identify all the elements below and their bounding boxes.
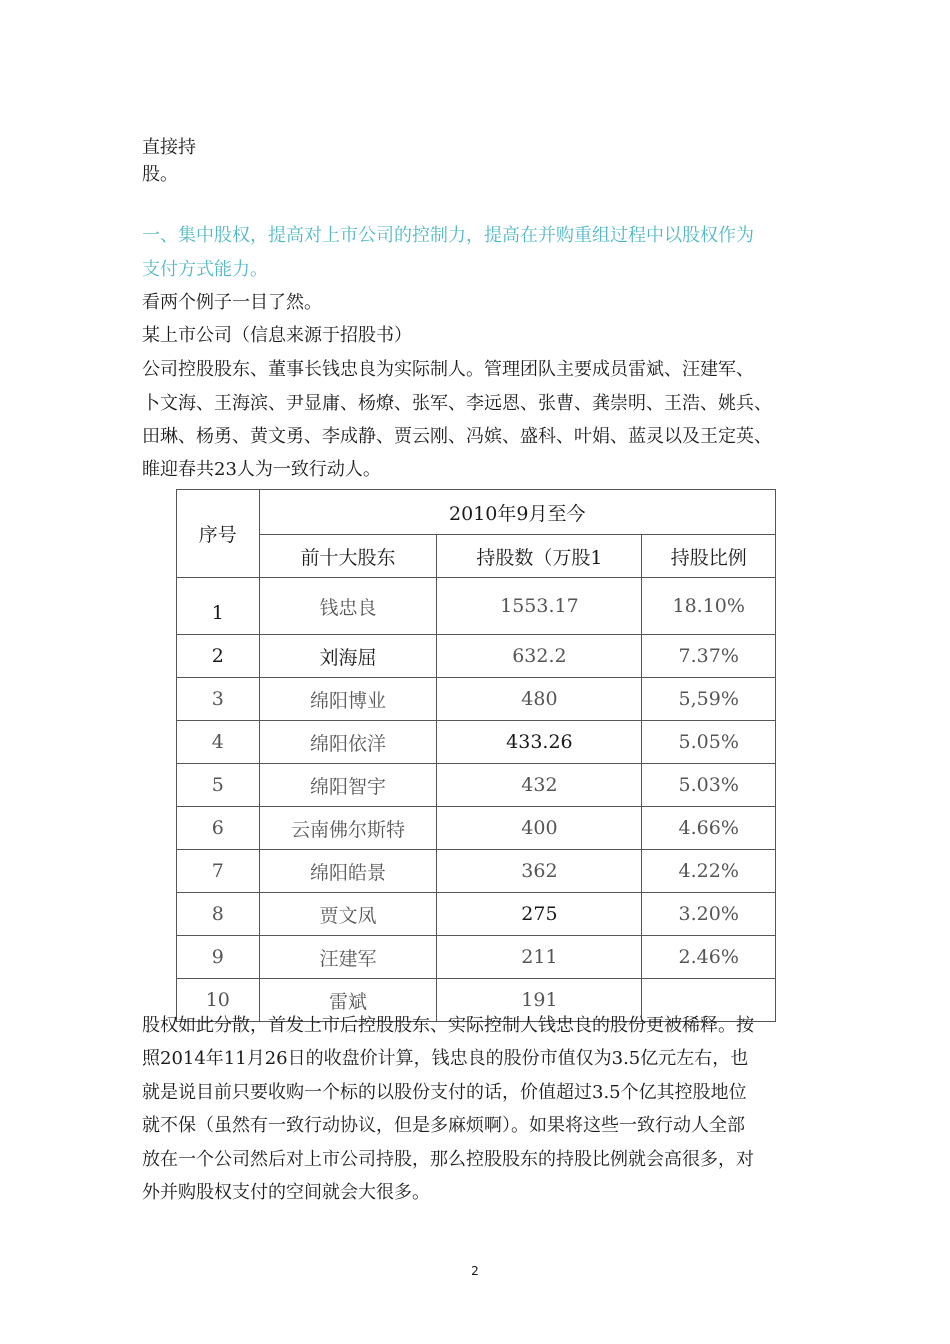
row-index: 1 (177, 578, 260, 635)
closing-line: 放在一个公司然后对上市公司持股，那么控股股东的持股比例就会高很多，对 (142, 1149, 754, 1170)
row-index: 5 (177, 764, 260, 807)
table-subheader-row (177, 535, 776, 578)
row-name: 绵阳皓景 (259, 850, 437, 893)
paragraph-line: 卜文海、王海滨、尹显庸、杨燎、张军、李远恩、张曹、龚崇明、王浩、姚兵、 (142, 393, 772, 414)
paragraph-examples: 看两个例子一目了然。 (142, 292, 322, 313)
intro-line-2: 股。 (142, 164, 178, 185)
row-index: 6 (177, 807, 260, 850)
table-row (177, 850, 776, 893)
row-shares: 275 (437, 893, 642, 936)
closing-line: 就不保（虽然有一致行动协议，但是多麻烦啊）。如果将这些一致行动人全部 (142, 1115, 745, 1136)
header-index: 序号 (177, 490, 260, 578)
row-shares: 433.26 (437, 721, 642, 764)
header-ratio: 持股比例 (642, 535, 776, 578)
header-shares: 持股数（万股1 (437, 535, 642, 578)
row-name: 刘海屈 (259, 635, 437, 678)
table-row (177, 578, 776, 635)
row-ratio: 7.37% (642, 635, 776, 678)
row-index: 4 (177, 721, 260, 764)
row-shares: 1553.17 (437, 578, 642, 635)
row-name: 汪建军 (259, 936, 437, 979)
row-index: 9 (177, 936, 260, 979)
row-name: 贾文凤 (259, 893, 437, 936)
table-row (177, 635, 776, 678)
row-shares: 432 (437, 764, 642, 807)
intro-line-1: 直接持 (142, 137, 196, 158)
table-row (177, 936, 776, 979)
row-ratio: 2.46% (642, 936, 776, 979)
paragraph-line: 公司控股股东、董事长钱忠良为实际制人。管理团队主要成员雷斌、汪建军、 (142, 359, 754, 380)
page-number: 2 (471, 1264, 479, 1278)
table-row (177, 678, 776, 721)
row-ratio: 4.66% (642, 807, 776, 850)
table-row (177, 721, 776, 764)
row-shares: 191 (437, 979, 642, 1022)
closing-line: 照2014年11月26日的收盘价计算，钱忠良的股份市值仅为3.5亿元左右，也 (142, 1048, 749, 1069)
header-period: 2010年9月至今 (259, 490, 775, 535)
table-row (177, 893, 776, 936)
closing-line: 就是说目前只要收购一个标的以股份支付的话，价值超过3.5个亿其控股地位 (142, 1082, 747, 1103)
row-name: 钱忠良 (259, 578, 437, 635)
row-ratio: 5,59% (642, 678, 776, 721)
paragraph-line: 睢迎春共23人为一致行动人。 (142, 459, 381, 480)
row-index: 8 (177, 893, 260, 936)
row-shares: 211 (437, 936, 642, 979)
row-name: 云南佛尔斯特 (259, 807, 437, 850)
row-shares: 362 (437, 850, 642, 893)
table-row (177, 764, 776, 807)
row-shares: 400 (437, 807, 642, 850)
row-index: 3 (177, 678, 260, 721)
shareholder-table (176, 489, 776, 1022)
row-ratio: 18.10% (642, 578, 776, 635)
row-ratio: 3.20% (642, 893, 776, 936)
header-name: 前十大股东 (259, 535, 437, 578)
section-heading-line-2: 支付方式能力。 (142, 259, 268, 280)
paragraph-line: 田琳、杨勇、黄文勇、李成静、贾云刚、冯嫔、盛科、叶娟、蓝灵以及王定英、 (142, 426, 772, 447)
row-shares: 632.2 (437, 635, 642, 678)
row-ratio: 5.05% (642, 721, 776, 764)
closing-line: 股权如此分散，首发上市后控股股东、实际控制人钱忠良的股份更被稀释。按 (142, 1015, 754, 1036)
row-name: 绵阳依洋 (259, 721, 437, 764)
row-index: 10 (177, 979, 260, 1022)
table-row (177, 807, 776, 850)
section-heading-line-1: 一、集中股权，提高对上市公司的控制力，提高在并购重组过程中以股权作为 (142, 225, 754, 246)
row-name: 绵阳博业 (259, 678, 437, 721)
row-ratio: 4.22% (642, 850, 776, 893)
row-index: 7 (177, 850, 260, 893)
table-header-row (177, 490, 776, 535)
row-name: 雷斌 (259, 979, 437, 1022)
row-ratio: 5.03% (642, 764, 776, 807)
paragraph-source: 某上市公司（信息来源于招股书） (142, 325, 412, 346)
row-index: 2 (177, 635, 260, 678)
row-name: 绵阳智宇 (259, 764, 437, 807)
row-shares: 480 (437, 678, 642, 721)
closing-line: 外并购股权支付的空间就会大很多。 (142, 1182, 430, 1203)
